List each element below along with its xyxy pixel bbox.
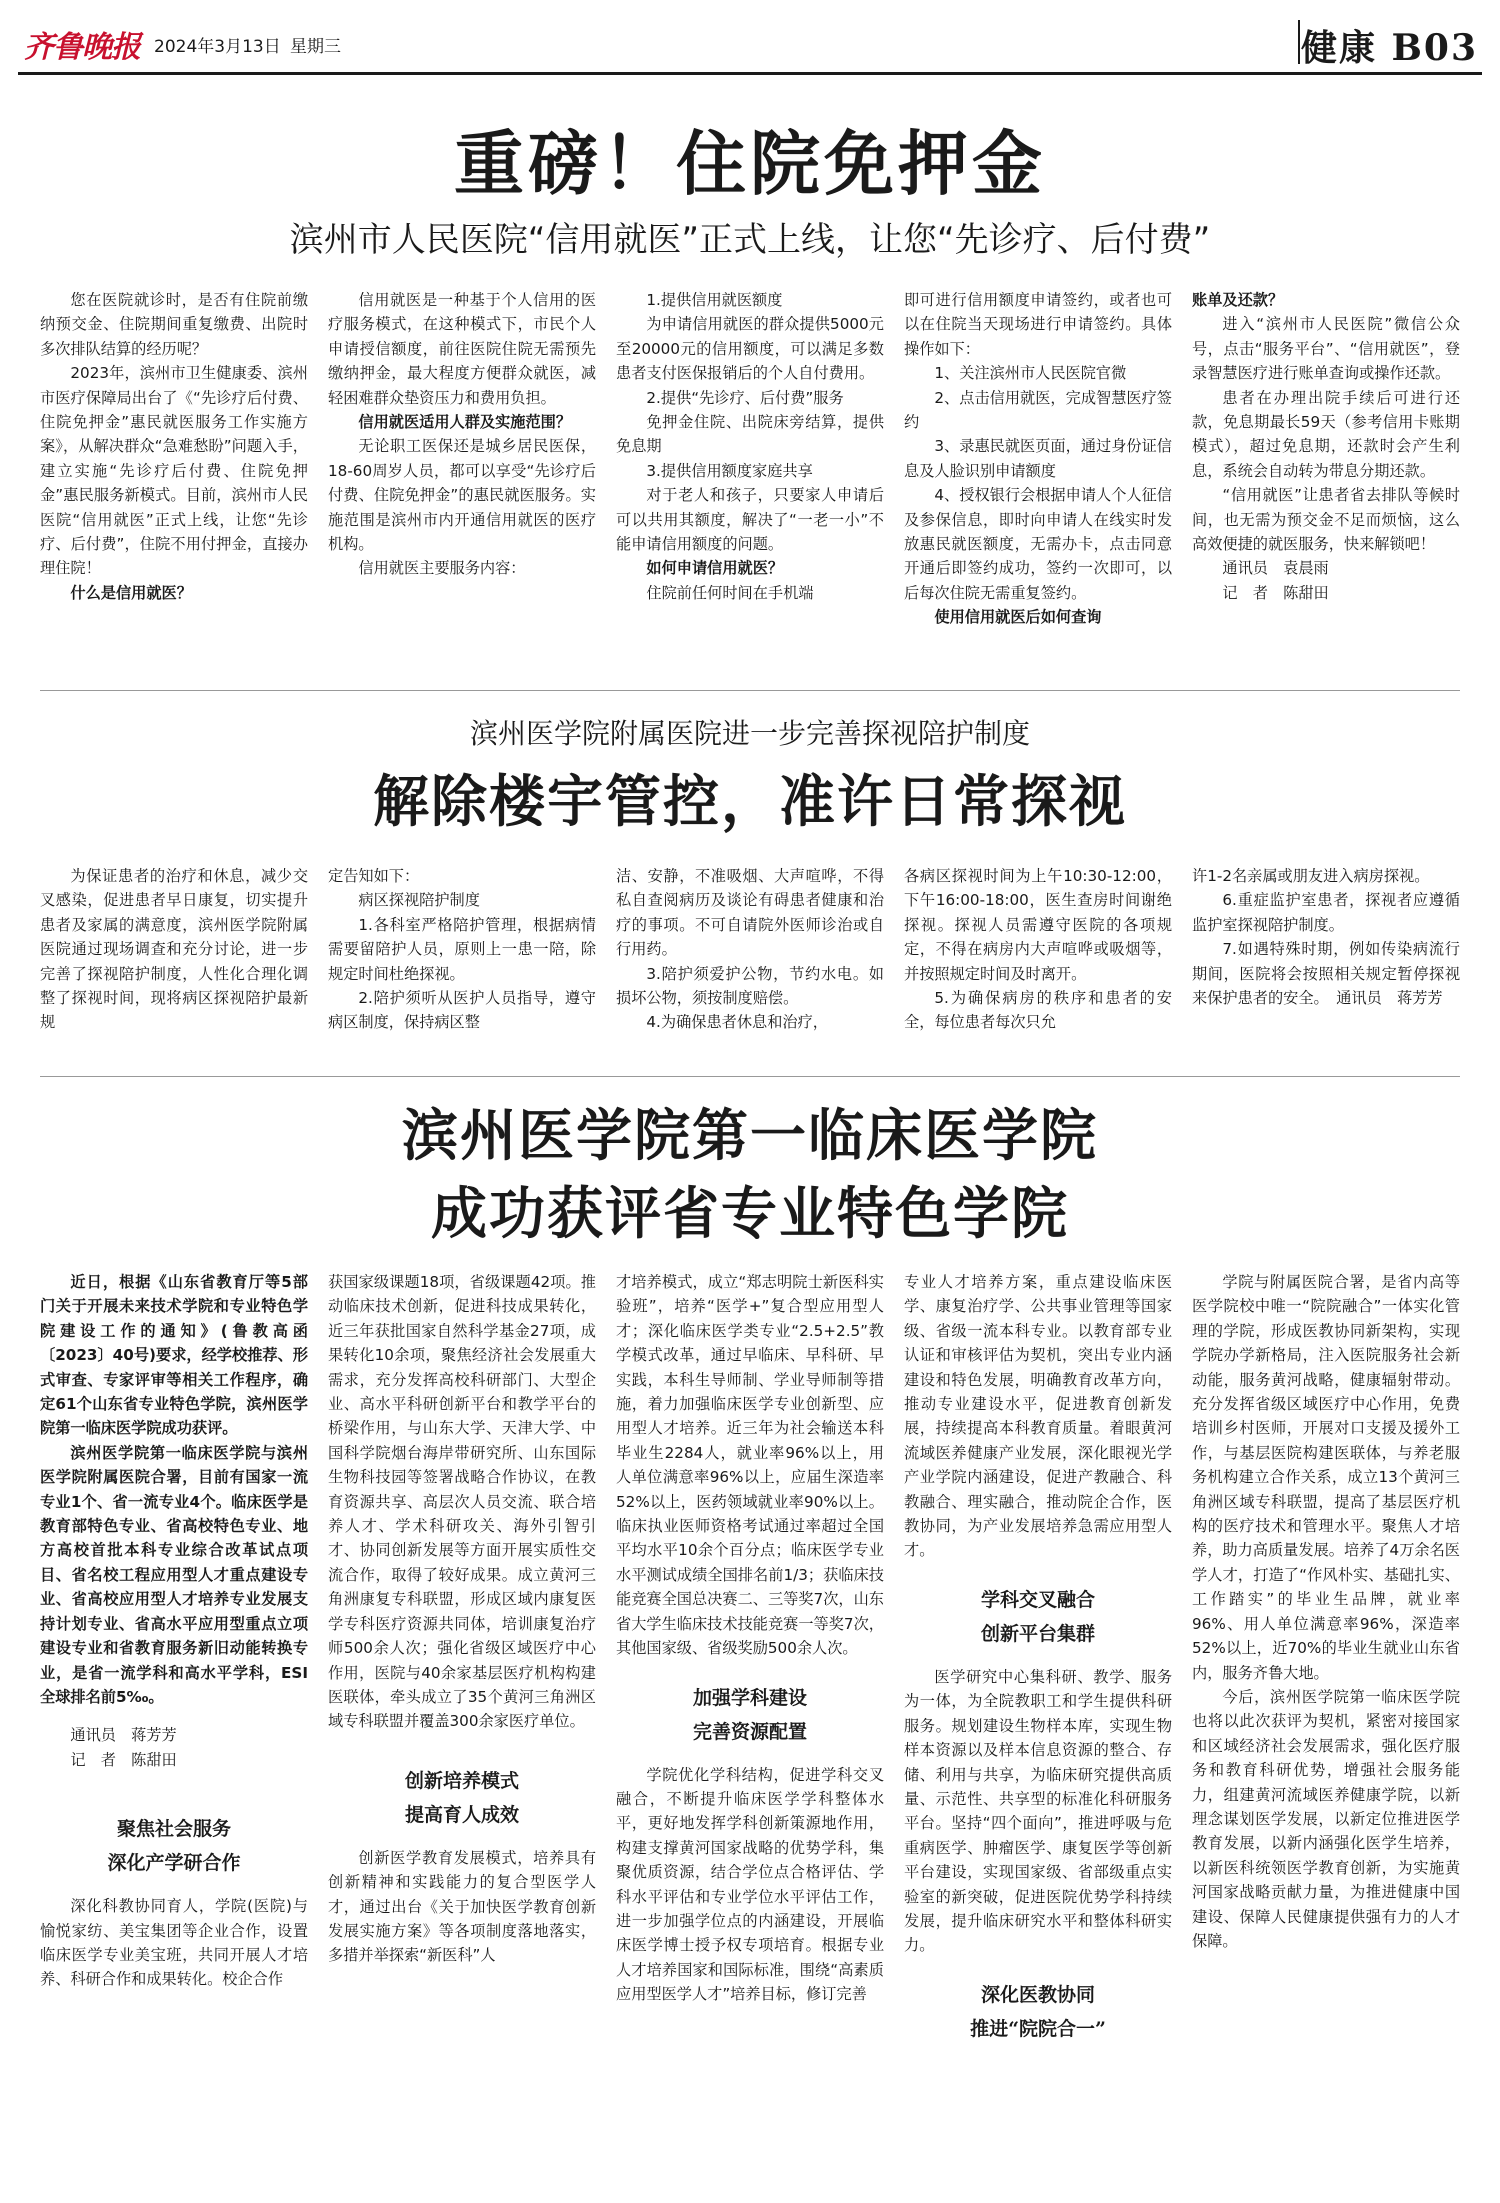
paragraph: 信用就医主要服务内容： — [358, 559, 526, 578]
lead-paragraph: 近日，根据《山东省教育厅等5部门关于开展未来技术学院和专业特色学院建设工作的通知》(鲁教高函〔2023〕40号)要求，经学校推荐、形式审查、专家评审等相关工作程序，确定61个山东省专业特色学院，滨州医学院第一临床医学院成功获评。 — [40, 1273, 308, 1438]
section-subhead: 什么是信用就医？ — [70, 583, 192, 602]
article2-body — [40, 864, 1460, 1064]
paragraph: 为申请信用就医的群众提供5000元至20000元的信用额度，可以满足多数患者支付医保报销后的个人自付费用。 — [616, 315, 884, 383]
article2-kicker: 滨州医学院附属医院进一步完善探视陪护制度 — [469, 717, 1030, 750]
masthead — [18, 14, 1482, 75]
lead-paragraph: 滨州医学院第一临床医学院与滨州医学院附属医院合署，目前有国家一流专业1个、省一流专业4个。临床医学是教育部特色专业、省高校特色专业、地方高校首批本科专业综合改革试点项目、省名校工程应用型人才重点建设专业、省高校应用型人才培养专业发展支持计划专业、省高水平应用型重点立项建设专业和省教育服务新旧动能转换专业，是省一流学科和高水平学科，ESI全球排名前5‰。 — [40, 1443, 308, 1706]
section-divider — [40, 1076, 1460, 1077]
paragraph: 创新医学教育发展模式，培养具有创新精神和实践能力的复合型医学人才，通过出台《关于加快医学教育创新发展实施方案》等各项制度落地落实，多措并举探索“新医科”人 — [328, 1848, 596, 1965]
section-subhead — [616, 1681, 884, 1749]
paragraph: 2023年，滨州市卫生健康委、滨州市医疗保障局出台了《“先诊疗后付费、住院免押金”惠民就医服务工作实施方案》，从解决群众“急难愁盼”问题入手，建立实施“先诊疗后付费、住院免押金”惠民服务新模式。目前，滨州市人民医院“信用就医”正式上线，让您“先诊疗、后付费”，住院不用付押金，直接办理住院！ — [40, 364, 308, 578]
issue-date: 2024年3月13日 — [154, 37, 281, 57]
subhead-line: 完善资源配置 — [692, 1720, 807, 1743]
section-subhead — [40, 1812, 308, 1880]
paragraph: 进入“滨州市人民医院”微信公众号，点击“服务平台”、“信用就医”，登录智慧医疗进行账单查询或操作还款。 — [1192, 315, 1460, 383]
subhead-line: 学科交叉融合 — [980, 1588, 1095, 1611]
paragraph: 学院优化学科结构，促进学科交叉融合，不断提升临床医学学科整体水平，更好地发挥学科创新策源地作用，构建支撑黄河国家战略的优势学科，集聚优质资源，结合学位点合格评估、学科水平评估和专业学位水平评估工作，进一步加强学位点的内涵建设，开展临床医学博士授予权专项培育。根据专业人才培养国家和国际标准，围绕“高素质应用型医学人才”培养目标，修订完善 — [616, 1765, 884, 2004]
section-separator — [1298, 20, 1300, 64]
subhead-line: 创新培养模式 — [404, 1769, 519, 1792]
article3-body — [40, 1270, 1460, 2190]
paragraph: 为保证患者的治疗和休息，减少交叉感染，促进患者早日康复，切实提升患者及家属的满意度，滨州医学院附属医院通过现场调查和充分讨论，进一步完善了探视陪护制度，人性化合理化调整了探视时间，现将病区探视陪护最新规 — [40, 867, 308, 1032]
section-subhead: 账单及还款？ — [1192, 291, 1284, 309]
section-label: 健康 B03 — [1300, 27, 1478, 69]
paragraph: 免押金住院、出院床旁结算，提供免息期 — [616, 413, 884, 456]
article1-title: 重磅！住院免押金 — [454, 122, 1046, 205]
article2-column — [1192, 864, 1460, 1064]
reporter-credit: 通讯员 袁晨雨 — [1222, 559, 1329, 578]
reporter-credit: 记 者 陈甜田 — [70, 1750, 177, 1769]
section-subhead — [904, 1583, 1172, 1651]
paragraph: 7.如遇特殊时期，例如传染病流行期间，医院将会按照相关规定暂停探视来保护患者的安全。 通讯员 蒋芳芳 — [1192, 940, 1460, 1008]
article1-column — [40, 288, 308, 676]
article3-column — [1192, 1270, 1460, 2190]
article3-title-line1: 滨州医学院第一临床医学院 — [402, 1103, 1098, 1169]
paragraph: 医学研究中心集科研、教学、服务为一体，为全院教职工和学生提供科研服务。规划建设生物样本库，实现生物样本资源以及样本信息资源的整合、存储、利用与共享，为临床研究提供高质量、示范性、共享型的标准化科研服务平台。坚持“四个面向”，推进呼吸与危重病医学、肿瘤医学、康复医学等创新平台建设，实现国家级、省部级重点实验室的新突破，促进医院优势学科持续发展，提升临床研究水平和整体科研实力。 — [904, 1667, 1172, 1955]
paragraph: 专业人才培养方案，重点建设临床医学、康复治疗学、公共事业管理等国家级、省级一流本科专业。以教育部专业认证和审核评估为契机，突出专业内涵建设和特色发展，明确教育改革方向，推动专业建设水平，促进教育创新发展，持续提高本科教育质量。着眼黄河流域医养健康产业发展，深化眼视光学产业学院内涵建设，促进产教融合、科教融合、理实融合，推动院企合作，医教协同，为产业发展培养急需应用型人才。 — [904, 1273, 1172, 1560]
article1-column — [1192, 288, 1460, 676]
paragraph: 对于老人和孩子，只要家人申请后可以共用其额度，解决了“一老一小”不能申请信用额度的问题。 — [616, 486, 884, 554]
article3-column — [40, 1270, 308, 2190]
paragraph: “信用就医”让患者省去排队等候时间，也无需为预交金不足而烦恼，这么高效便捷的就医服务，快来解锁吧！ — [1192, 486, 1460, 554]
paragraph: 2、点击信用就医，完成智慧医疗签约 — [904, 388, 1172, 432]
paragraph: 获国家级课题18项，省级课题42项。推动临床技术创新，促进科技成果转化，近三年获批国家自然科学基金27项，成果转化10余项，聚焦经济社会发展重大需求，充分发挥高校科研部门、大型企业、高水平科研创新平台和教学平台的桥梁作用，与山东大学、天津大学、中国科学院烟台海岸带研究所、山东国际生物科技园等签署战略合作协议，在教育资源共享、高层次人员交流、联合培养人才、学术科研攻关、海外引智引才、协同创新发展等方面开展实质性交流合作，取得了较好成果。成立黄河三角洲康复专科联盟，形成区域内康复医学专科医疗资源共同体，培训康复治疗师500余人次；强化省级区域医疗中心作用，医院与40余家基层医疗机构构建医联体，牵头成立了35个黄河三角洲区域专科联盟并覆盖300余家医疗单位。 — [328, 1273, 596, 1731]
section-subhead: 信用就医适用人群及实施范围？ — [358, 413, 572, 432]
paragraph: 学院与附属医院合署，是省内高等医学院校中唯一“院院融合”一体实化管理的学院，形成医教协同新架构，实现学院办学新格局，注入医院服务社会新动能，服务黄河战略，健康辐射带动。充分发挥省级区域医疗中心作用，免费培训乡村医师，开展对口支援及援外工作，与基层医院构建医联体，与养老服务机构建立合作关系，成立13个黄河三角洲区域专科联盟，提高了基层医疗机构的医疗技术和管理水平。聚焦人才培养，助力高质量发展。培养了4万余名医学人才，打造了“作风朴实、基础扎实、工作踏实”的毕业生品牌，就业率96%、用人单位满意率96%，深造率52%以上，近70%的毕业生就业山东省内，服务齐鲁大地。 — [1192, 1273, 1460, 1682]
paragraph: 4、授权银行会根据申请人个人征信及参保信息，即时向申请人在线实时发放惠民就医额度，无需办卡，点击同意开通后即签约成功，签约一次即可，以后每次住院无需重复签约。 — [904, 486, 1172, 602]
paragraph: 无论职工医保还是城乡居民医保，18-60周岁人员，都可以享受“先诊疗后付费、住院免押金”的惠民就医服务。实施范围是滨州市内开通信用就医的医疗机构。 — [328, 437, 596, 554]
paragraph: 您在医院就诊时，是否有住院前缴纳预交金、住院期间重复缴费、出院时多次排队结算的经历呢？ — [40, 291, 308, 358]
paragraph: 洁、安静，不准吸烟、大声喧哗，不得私自查阅病历及谈论有碍患者健康和治疗的事项。不可自请院外医师诊治或自行用药。 — [616, 867, 884, 959]
paragraph: 5.为确保病房的秩序和患者的安全，每位患者每次只允 — [904, 989, 1172, 1032]
newspaper-logo: 齐鲁晚报 — [24, 30, 140, 65]
article3-column — [328, 1270, 596, 2190]
subhead-line: 推进“院院合一” — [970, 2017, 1106, 2040]
paragraph: 深化科教协同育人，学院(医院)与愉悦家纺、美宝集团等企业合作，设置临床医学专业美宝班，共同开展人才培养、科研合作和成果转化。校企合作 — [40, 1897, 308, 1989]
article2-column — [616, 864, 884, 1064]
subhead-line: 聚焦社会服务 — [116, 1818, 231, 1841]
article3-column — [904, 1270, 1172, 2190]
paragraph: 3.陪护须爱护公物，节约水电。如损坏公物，须按制度赔偿。 — [616, 964, 884, 1008]
paragraph: 4.为确保患者休息和治疗， — [646, 1013, 828, 1032]
article2-title: 解除楼宇管控，准许日常探视 — [373, 769, 1127, 835]
article1-column — [328, 288, 596, 676]
section-divider — [40, 690, 1460, 691]
subhead-line: 深化医教协同 — [980, 1983, 1095, 2006]
reporter-credit: 通讯员 蒋芳芳 — [70, 1726, 177, 1745]
section-subhead: 如何申请信用就医？ — [646, 559, 784, 578]
paragraph: 定告知如下： — [328, 867, 420, 885]
article3-column — [616, 1270, 884, 2190]
paragraph: 6.重症监护室患者，探视者应遵循监护室探视陪护制度。 — [1192, 891, 1460, 934]
article1-subtitle: 滨州市人民医院“信用就医”正式上线，让您“先诊疗、后付费” — [289, 220, 1211, 260]
article2-column — [328, 864, 596, 1064]
subhead-line: 创新平台集群 — [980, 1622, 1095, 1645]
article1-column — [904, 288, 1172, 676]
article1-body — [40, 288, 1460, 676]
section-subhead: 使用信用就医后如何查询 — [934, 608, 1102, 627]
paragraph: 住院前任何时间在手机端 — [646, 583, 814, 602]
paragraph: 3、录惠民就医页面，通过身份证信息及人脸识别申请额度 — [904, 437, 1172, 480]
paragraph: 今后，滨州医学院第一临床医学院也将以此次获评为契机，紧密对接国家和区域经济社会发展需求，强化医疗服务和教育科研优势，增强社会服务能力，组建黄河流域医养健康学院，以新理念谋划医学发展，以新定位推进医学教育发展，以新内涵强化医学生培养，以新医科统领医学教育创新，为实施黄河国家战略贡献力量，为推进健康中国建设、保障人民健康提供强有力的人才保障。 — [1192, 1687, 1460, 1950]
paragraph: 才培养模式，成立“郑志明院士新医科实验班”，培养“医学+”复合型应用型人才；深化临床医学类专业“2.5+2.5”教学模式改革，通过早临床、早科研、早实践，本科生导师制、学业导师制等措施，着力加强临床医学专业创新型、应用型人才培养。近三年为社会输送本科毕业生2284人，就业率96%以上，用人单位满意率96%以上，应届生深造率52%以上，医药领域就业率90%以上。临床执业医师资格考试通过率超过全国平均水平10余个百分点；临床医学专业水平测试成绩全国排名前1/3；获临床技能竞赛全国总决赛二、三等奖7次，山东省大学生临床技术技能竞赛一等奖7次，其他国家级、省级奖励500余人次。 — [616, 1273, 884, 1658]
paragraph: 2.提供“先诊疗、后付费”服务 — [646, 388, 844, 407]
paragraph: 病区探视陪护制度 — [358, 891, 480, 910]
subhead-line: 加强学科建设 — [692, 1686, 807, 1709]
paragraph: 1.提供信用就医额度 — [646, 291, 783, 309]
paragraph: 1.各科室严格陪护管理，根据病情需要留陪护人员，原则上一患一陪，除规定时间杜绝探视。 — [328, 915, 596, 983]
paragraph: 信用就医是一种基于个人信用的医疗服务模式，在这种模式下，市民个人申请授信额度，前往医院住院无需预先缴纳押金，最大程度方便群众就医，减轻困难群众垫资压力和费用负担。 — [328, 291, 596, 407]
paragraph: 2.陪护须听从医护人员指导，遵守病区制度，保持病区整 — [328, 989, 596, 1032]
paragraph: 各病区探视时间为上午10:30-12:00，下午16:00-18:00，医生查房时间谢绝探视。探视人员需遵守医院的各项规定，不得在病房内大声喧哗或吸烟等，并按照规定时间及时离开。 — [904, 867, 1172, 983]
reporter-credit: 记 者 陈甜田 — [1222, 583, 1329, 602]
paragraph: 患者在办理出院手续后可进行还款，免息期最长59天（参考信用卡账期模式），超过免息期，还款时会产生利息，系统会自动转为带息分期还款。 — [1192, 388, 1460, 480]
article1-column — [616, 288, 884, 676]
article2-column — [904, 864, 1172, 1064]
paragraph: 即可进行信用额度申请签约，或者也可以在住院当天现场进行申请签约。具体操作如下： — [904, 291, 1172, 358]
section-subhead — [904, 1978, 1172, 2046]
section-subhead — [328, 1764, 596, 1832]
article3-title-line2: 成功获评省专业特色学院 — [431, 1181, 1069, 1247]
paragraph: 3.提供信用额度家庭共享 — [646, 461, 813, 480]
article2-column — [40, 864, 308, 1064]
subhead-line: 提高育人成效 — [404, 1803, 519, 1826]
paragraph: 许1-2名亲属或朋友进入病房探视。 — [1192, 867, 1430, 885]
paragraph: 1、关注滨州市人民医院官微 — [934, 364, 1127, 383]
issue-weekday: 星期三 — [290, 37, 341, 57]
subhead-line: 深化产学研合作 — [107, 1852, 241, 1875]
